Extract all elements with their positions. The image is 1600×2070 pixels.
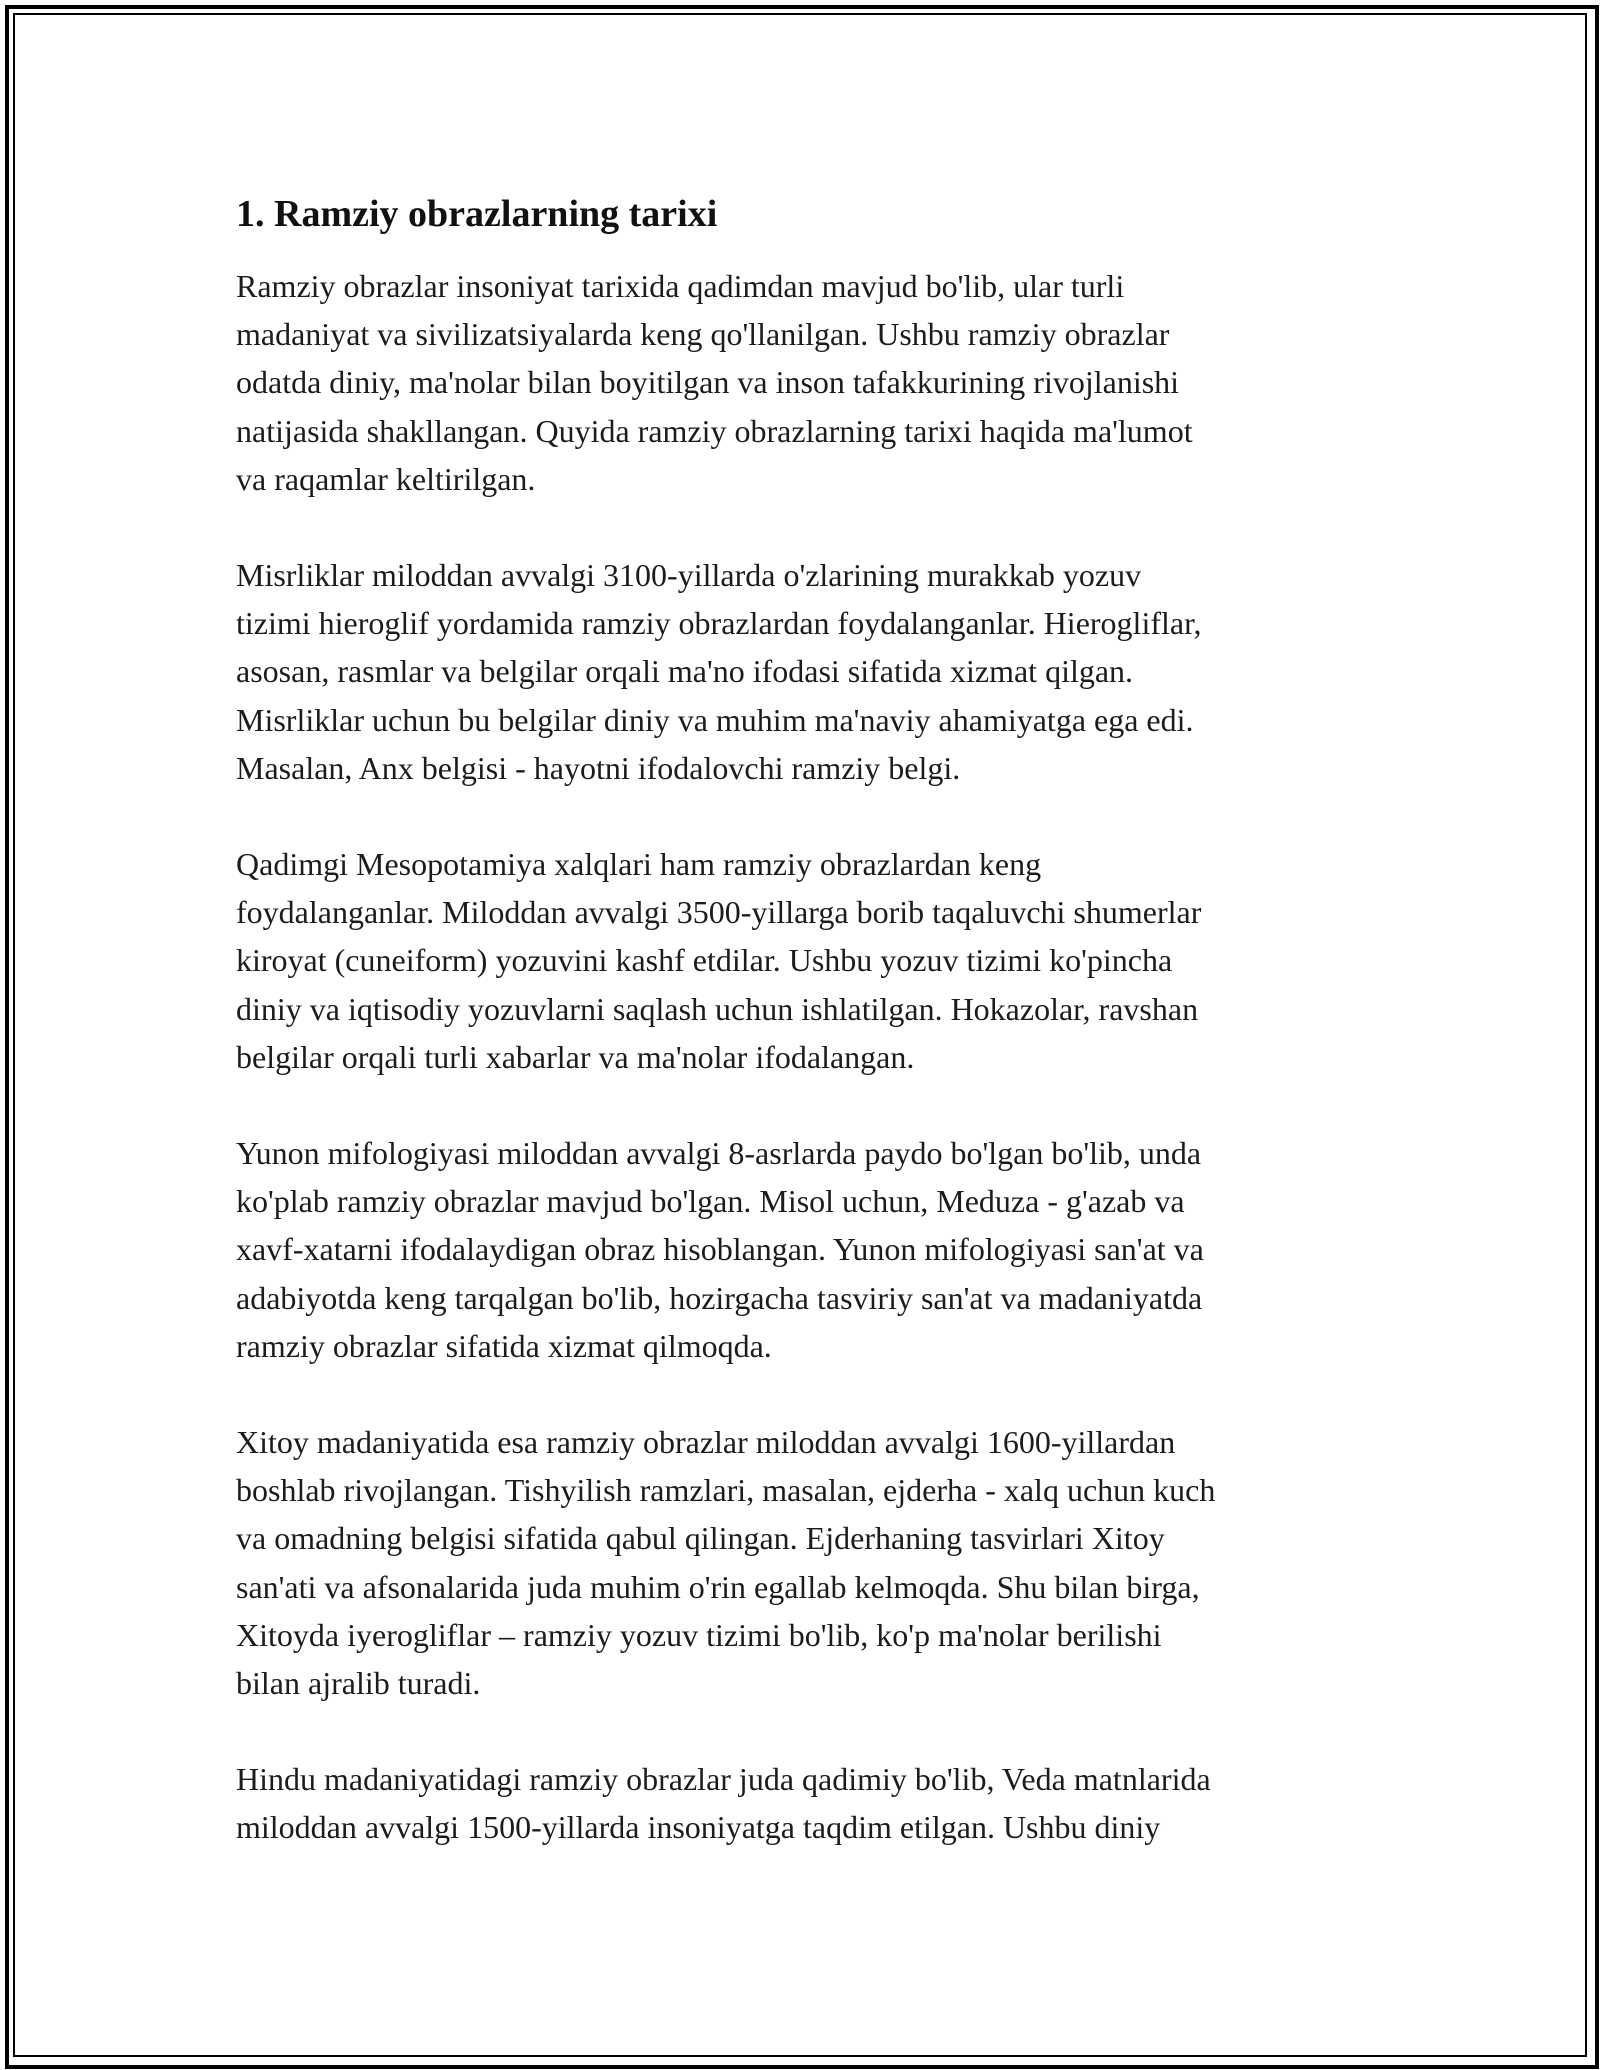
text-line: boshlab rivojlangan. Tishyilish ramzlari, masalan, ejderha - xalq uchun kuch	[236, 1472, 1216, 1509]
text-line: tizimi hieroglif yordamida ramziy obrazlardan foydalanganlar. Hierogliflar,	[236, 605, 1202, 642]
text-line: va omadning belgisi sifatida qabul qilingan. Ejderhaning tasvirlari Xitoy	[236, 1520, 1165, 1557]
document-body	[236, 188, 1376, 1900]
text-line: va raqamlar keltirilgan.	[236, 460, 536, 497]
text-line: miloddan avvalgi 1500-yillarda insoniyatga taqdim etilgan. Ushbu diniy	[236, 1809, 1161, 1846]
text-line: odatda diniy, ma'nolar bilan boyitilgan va inson tafakkurining rivojlanishi	[236, 364, 1180, 401]
text-line: adabiyotda keng tarqalgan bo'lib, hozirgacha tasviriy san'at va madaniyatda	[236, 1279, 1203, 1316]
text-line: diniy va iqtisodiy yozuvlarni saqlash uchun ishlatilgan. Hokazolar, ravshan	[236, 990, 1199, 1027]
text-line: belgilar orqali turli xabarlar va ma'nolar ifodalangan.	[236, 1038, 915, 1075]
text-line: san'ati va afsonalarida juda muhim o'rin egallab kelmoqda. Shu bilan birga,	[236, 1568, 1200, 1605]
paragraph-intro	[236, 262, 1376, 503]
text-line: Misrliklar miloddan avvalgi 3100-yillarda o'zlarining murakkab yozuv	[236, 557, 1142, 594]
text-line: ko'plab ramziy obrazlar mavjud bo'lgan. Misol uchun, Meduza - g'azab va	[236, 1183, 1185, 1220]
text-line: Ramziy obrazlar insoniyat tarixida qadimdan mavjud bo'lib, ular turli	[236, 268, 1125, 304]
paragraph-hindu	[236, 1755, 1376, 1851]
text-line: madaniyat va sivilizatsiyalarda keng qo'llanilgan. Ushbu ramziy obrazlar	[236, 316, 1170, 353]
text-line: ramziy obrazlar sifatida xizmat qilmoqda.	[236, 1327, 772, 1364]
text-line: Xitoyda iyerogliflar – ramziy yozuv tizimi bo'lib, ko'p ma'nolar berilishi	[236, 1616, 1162, 1653]
text-line: Xitoy madaniyatida esa ramziy obrazlar miloddan avvalgi 1600-yillardan	[236, 1424, 1176, 1461]
paragraph-china	[236, 1418, 1376, 1707]
paragraph-greek	[236, 1129, 1376, 1370]
text-line: Masalan, Anx belgisi - hayotni ifodalovchi ramziy belgi.	[236, 749, 961, 786]
text-line: Hindu madaniyatidagi ramziy obrazlar juda qadimiy bo'lib, Veda matnlarida	[236, 1761, 1211, 1798]
text-line: Qadimgi Mesopotamiya xalqlari ham ramziy obrazlardan keng	[236, 846, 1042, 883]
text-line: foydalanganlar. Miloddan avvalgi 3500-yillarga borib taqaluvchi shumerlar	[236, 894, 1202, 931]
text-line: kiroyat (cuneiform) yozuvini kashf etdilar. Ushbu yozuv tizimi ko'pincha	[236, 942, 1173, 979]
text-line: asosan, rasmlar va belgilar orqali ma'no ifodasi sifatida xizmat qilgan.	[236, 653, 1134, 690]
text-line: Yunon mifologiyasi miloddan avvalgi 8-asrlarda paydo bo'lgan bo'lib, unda	[236, 1135, 1202, 1172]
text-line: xavf-xatarni ifodalaydigan obraz hisoblangan. Yunon mifologiyasi san'at va	[236, 1231, 1204, 1268]
paragraph-egypt	[236, 551, 1376, 792]
text-line: bilan ajralib turadi.	[236, 1665, 481, 1702]
paragraph-mesopotamia	[236, 840, 1376, 1081]
text-line: Misrliklar uchun bu belgilar diniy va muhim ma'naviy ahamiyatga ega edi.	[236, 701, 1194, 738]
section-heading: 1. Ramziy obrazlarning tarixi	[236, 193, 718, 235]
text-line: natijasida shakllangan. Quyida ramziy obrazlarning tarixi haqida ma'lumot	[236, 412, 1193, 449]
